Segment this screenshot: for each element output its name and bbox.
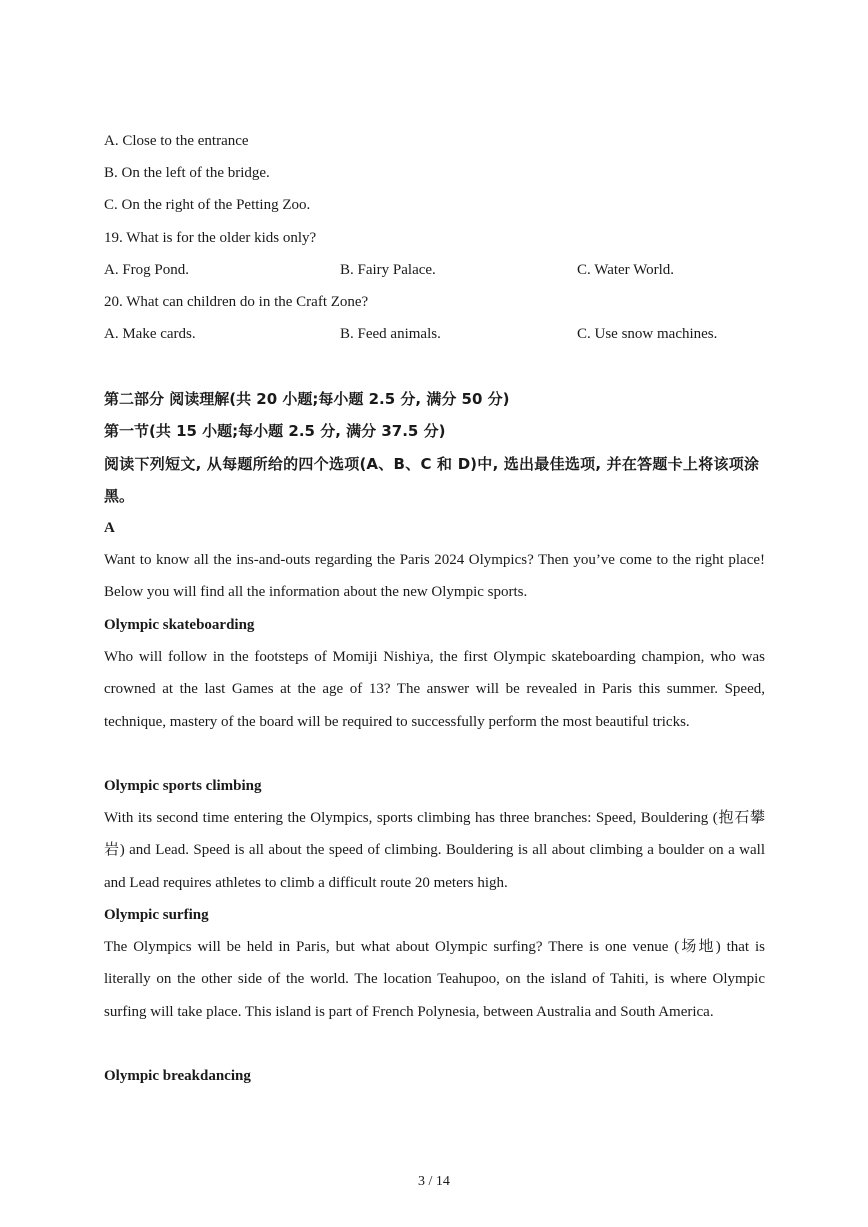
passage-label: A [104, 520, 115, 536]
q20-option-c: C. Use snow machines. [577, 326, 718, 342]
skateboarding-heading: Olympic skateboarding [104, 617, 255, 633]
q19-option-c: C. Water World. [577, 262, 675, 278]
climbing-heading: Olympic sports climbing [104, 778, 262, 794]
q18-option-c: C. On the right of the Petting Zoo. [104, 197, 311, 213]
surfing-heading: Olympic surfing [104, 907, 209, 923]
q18-option-b: B. On the left of the bridge. [104, 165, 270, 181]
climbing-paragraph: With its second time entering the Olympics, sports climbing has three branches: Speed, Bouldering (抱石攀岩) and Lead. Speed is all about the speed of climbing. Bouldering is all about climbing a boulder on a wall and Lead requires athletes to climb a difficult route 20 meters high. [104, 810, 765, 891]
page-number: 3 / 14 [418, 1174, 450, 1189]
q19-option-b: B. Fairy Palace. [340, 262, 436, 278]
q20-question: 20. What can children do in the Craft Zone? [104, 294, 369, 310]
subsection-title: 第一节(共 15 小题;每小题 2.5 分, 满分 37.5 分) [104, 422, 446, 440]
breakdancing-heading: Olympic breakdancing [104, 1068, 251, 1084]
q20-option-a: A. Make cards. [104, 326, 196, 342]
skateboarding-paragraph: Who will follow in the footsteps of Momiji Nishiya, the first Olympic skateboarding champion, who was crowned at the last Games at the age of 13? The answer will be revealed in Paris this summer. Speed, technique, mastery of the board will be required to successfully perform the most beautiful tricks. [104, 649, 765, 730]
q20-option-b: B. Feed animals. [340, 326, 441, 342]
passage-intro: Want to know all the ins-and-outs regarding the Paris 2024 Olympics? Then you’ve come to the right place! Below you will find all the information about the new Olympic sports. [104, 552, 765, 601]
q19-question: 19. What is for the older kids only? [104, 230, 317, 246]
reading-instructions: 阅读下列短文, 从每题所给的四个选项(A、B、C 和 D)中, 选出最佳选项, 并在答题卡上将该项涂黑。 [104, 455, 759, 505]
surfing-paragraph: The Olympics will be held in Paris, but what about Olympic surfing? There is one venue (场地) that is literally on the other side of the world. The location Teahupoo, on the island of Tahiti, is where Olympic surfing will take place. This island is part of French Polynesia, between Australia and South America. [104, 939, 765, 1020]
q19-option-a: A. Frog Pond. [104, 262, 190, 278]
q18-option-a: A. Close to the entrance [104, 133, 249, 149]
part-title: 第二部分 阅读理解(共 20 小题;每小题 2.5 分, 满分 50 分) [104, 390, 510, 408]
